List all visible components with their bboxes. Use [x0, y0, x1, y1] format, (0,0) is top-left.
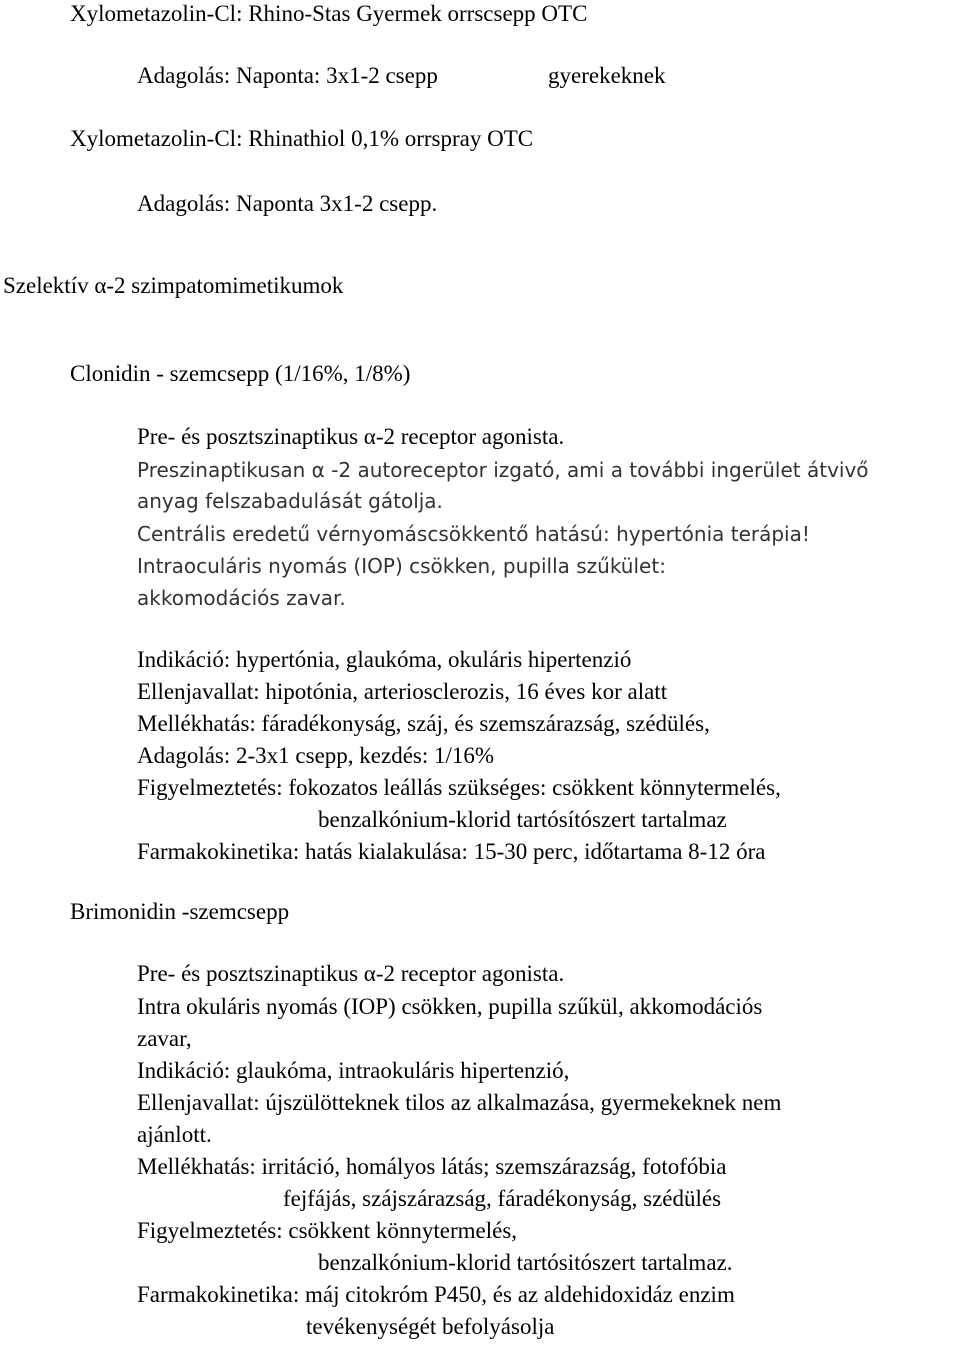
- xylometazolin-dosage-2: Adagolás: Naponta 3x1-2 csepp.: [137, 191, 438, 216]
- brimonidin-mechanism: Pre- és posztszinaptikus α-2 receptor agonista.: [137, 961, 565, 986]
- brimonidin-contraindication-2: ajánlott.: [137, 1122, 212, 1147]
- section-title: Szelektív α-2 szimpatomimetikumok: [3, 273, 344, 298]
- clonidin-mechanism-6: akkomodációs zavar.: [137, 586, 346, 610]
- brimonidin-side-effects-1: Mellékhatás: irritáció, homályos látás; szemszárazság, fotofóbia: [137, 1154, 727, 1179]
- clonidin-contraindication: Ellenjavallat: hipotónia, arteriosclerozis, 16 éves kor alatt: [137, 679, 668, 704]
- clonidin-mechanism-5: Intraoculáris nyomás (IOP) csökken, pupilla szűkület:: [137, 554, 666, 578]
- clonidin-heading: Clonidin - szemcsepp (1/16%, 1/8%): [70, 361, 411, 386]
- clonidin-warning-2: benzalkónium-klorid tartósítószert tartalmaz: [318, 807, 727, 832]
- brimonidin-contraindication-1: Ellenjavallat: újszülötteknek tilos az alkalmazása, gyermekeknek nem: [137, 1090, 782, 1115]
- brimonidin-iop-2: zavar,: [137, 1026, 192, 1051]
- xylometazolin-dosage-1-target: gyerekeknek: [548, 63, 666, 88]
- clonidin-mechanism-1: Pre- és posztszinaptikus α-2 receptor agonista.: [137, 424, 565, 449]
- xylometazolin-line-1: Xylometazolin-Cl: Rhino-Stas Gyermek orrscsepp OTC: [70, 1, 588, 26]
- brimonidin-pharmacokinetics-2: tevékenységét befolyásolja: [306, 1314, 555, 1339]
- brimonidin-iop-1: Intra okuláris nyomás (IOP) csökken, pupilla szűkül, akkomodációs: [137, 994, 763, 1019]
- brimonidin-warning-2: benzalkónium-klorid tartósitószert tartalmaz.: [318, 1250, 733, 1275]
- brimonidin-warning-1: Figyelmeztetés: csökkent könnytermelés,: [137, 1218, 518, 1243]
- xylometazolin-dosage-1: Adagolás: Naponta: 3x1-2 csepp: [137, 63, 438, 88]
- clonidin-pharmacokinetics: Farmakokinetika: hatás kialakulása: 15-30 perc, időtartama 8-12 óra: [137, 839, 766, 864]
- brimonidin-side-effects-2: fejfájás, szájszárazság, fáradékonyság, szédülés: [283, 1186, 722, 1211]
- clonidin-mechanism-4: Centrális eredetű vérnyomáscsökkentő hatású: hypertónia terápia!: [137, 522, 810, 546]
- brimonidin-pharmacokinetics-1: Farmakokinetika: máj citokróm P450, és az aldehidoxidáz enzim: [137, 1282, 735, 1307]
- clonidin-dosage: Adagolás: 2-3x1 csepp, kezdés: 1/16%: [137, 743, 495, 768]
- clonidin-mechanism-2: Preszinaptikusan α -2 autoreceptor izgató, ami a további ingerület átvivő: [137, 458, 869, 482]
- xylometazolin-line-3: Xylometazolin-Cl: Rhinathiol 0,1% orrspray OTC: [70, 126, 534, 151]
- brimonidin-indication: Indikáció: glaukóma, intraokuláris hipertenzió,: [137, 1058, 570, 1083]
- clonidin-warning-1: Figyelmeztetés: fokozatos leállás szükséges: csökkent könnytermelés,: [137, 775, 781, 800]
- brimonidin-heading: Brimonidin -szemcsepp: [70, 899, 290, 924]
- clonidin-indication: Indikáció: hypertónia, glaukóma, okuláris hipertenzió: [137, 647, 632, 672]
- clonidin-mechanism-3: anyag felszabadulását gátolja.: [137, 489, 443, 513]
- clonidin-side-effects: Mellékhatás: fáradékonyság, száj, és szemszárazság, szédülés,: [137, 711, 710, 736]
